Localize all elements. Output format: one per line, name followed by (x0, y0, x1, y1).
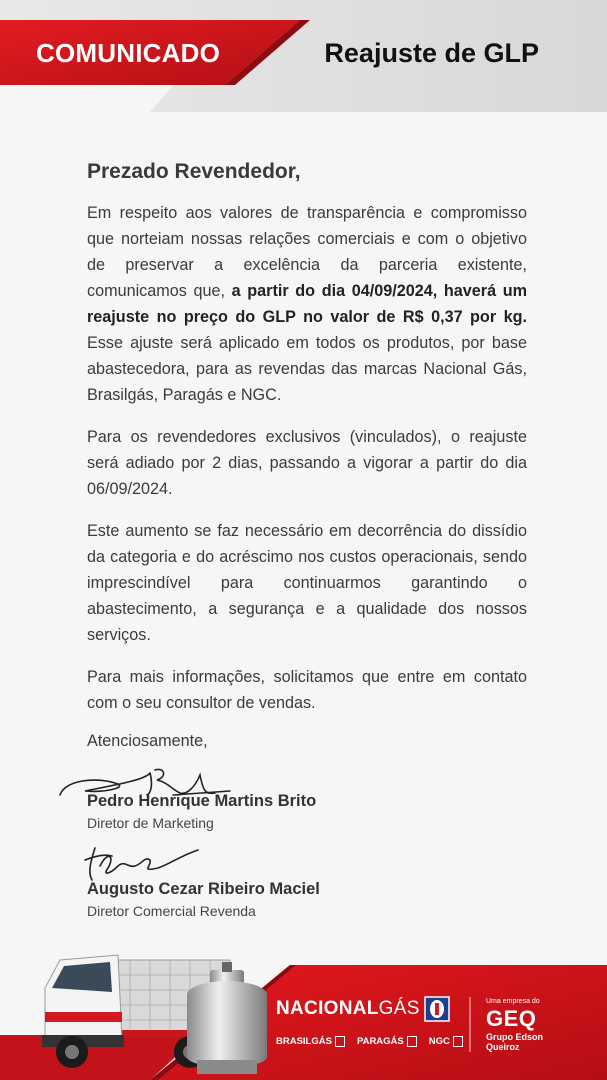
greeting: Prezado Revendedor, (87, 160, 301, 183)
paragraph-1-highlight: a partir do dia 04/09/2024, haverá um reajuste no preço do GLP no valor de R$ 0,37 por kg. (87, 282, 527, 326)
paragas-logo-icon (407, 1036, 417, 1047)
brand-bold: NACIONAL (276, 998, 379, 1019)
paragraph-1-text-end: Esse ajuste será aplicado em todos os produtos, por base abastecedora, para as revendas das marcas Nacional Gás, Brasilgás, Paragás e NGC. (87, 334, 527, 404)
paragraph-4: Para mais informações, solicitamos que entre em contato com o seu consultor de vendas. (87, 668, 527, 712)
sub-brands (276, 1036, 463, 1047)
signatory-1 (87, 792, 527, 831)
sub-brand-brasilgas (276, 1036, 345, 1047)
paragraph-3: Este aumento se faz necessário em decorrência do dissídio da categoria e do acréscimo nos custos operacionais, sendo imprescindível para continuarmos garantindo o abastecimento, a segurança e a qualidade dos nossos serviços. (87, 522, 527, 644)
letter-body (87, 160, 527, 751)
signatory-2 (87, 880, 527, 919)
geq-logo: GEQ (486, 1006, 537, 1031)
paragraph-2: Para os revendedores exclusivos (vinculados), o reajuste será adiado por 2 dias, passando a vigorar a partir do dia 06/09/2024. (87, 428, 527, 498)
sub-brand-ngc (429, 1036, 463, 1047)
geq-tagline: Uma empresa do (486, 998, 540, 1005)
closing: Atenciosamente, (87, 732, 208, 750)
signatory-2-role: Diretor Comercial Revenda (87, 903, 256, 919)
paragraph-1-text: Em respeito aos valores de transparência e compromisso que norteiam nossas relações comerciais e com o objetivo de preservar a excelência da parceria existente, comunicamos que, (87, 204, 527, 300)
signatory-2-name: Augusto Cezar Ribeiro Maciel (87, 880, 320, 898)
footer (0, 940, 607, 1080)
ngc-logo-icon (453, 1036, 463, 1047)
nacional-gas-logo-mark (425, 997, 449, 1021)
sub-brand-paragas (357, 1036, 417, 1047)
brasilgas-logo-icon (335, 1036, 345, 1047)
banner-label: COMUNICADO (36, 38, 220, 68)
page-title: Reajuste de GLP (324, 38, 539, 68)
sub-brand-brasilgas-label: BRASILGÁS (276, 1036, 332, 1048)
sub-brand-paragas-label: PARAGÁS (356, 1036, 404, 1048)
sub-brand-ngc-label: NGC (428, 1036, 450, 1048)
nacional-gas-brand (276, 998, 420, 1020)
brand-thin: GÁS (378, 998, 420, 1019)
header (0, 0, 607, 112)
signatory-1-role: Diretor de Marketing (87, 815, 214, 831)
geq-group-name: Grupo Edson Queiroz (486, 1032, 543, 1052)
paragraph-1 (87, 200, 527, 408)
signatory-1-name: Pedro Henrique Martins Brito (87, 792, 317, 810)
